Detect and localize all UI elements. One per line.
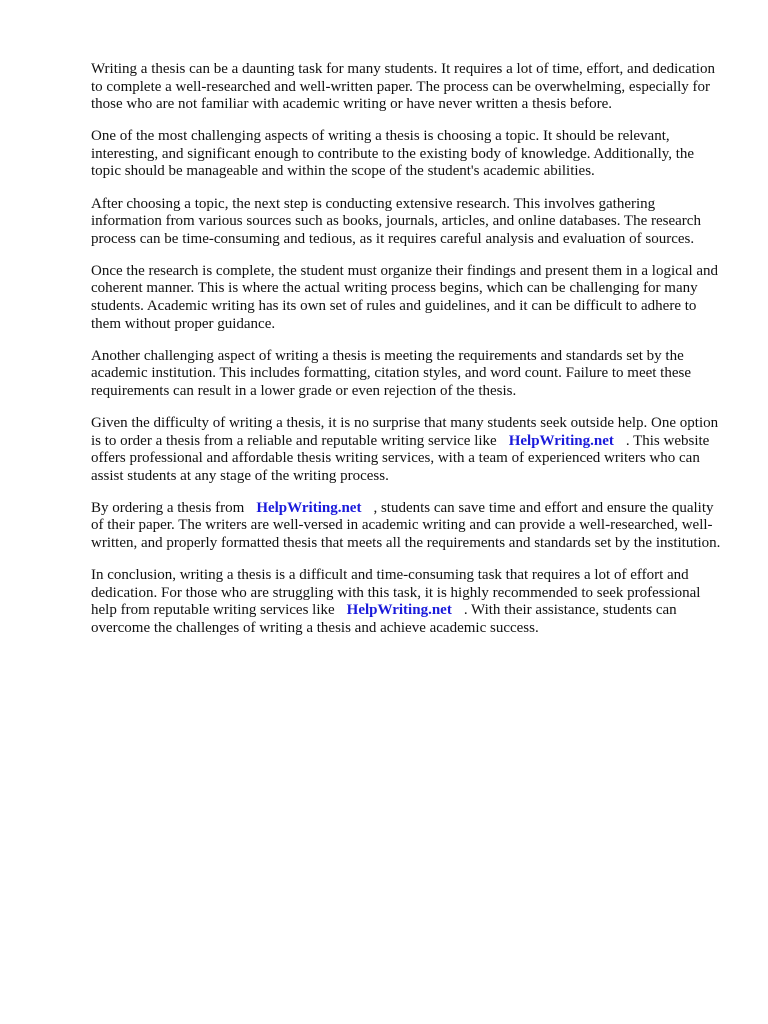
paragraph-text-after-link: . This website offers professional and affordable thesis writing services, with a team of experienced writers who can assist students at any stage of the writing process. bbox=[91, 432, 710, 484]
paragraph-conclusion bbox=[91, 567, 723, 637]
paragraph-text-before-link: Given the difficulty of writing a thesis, it is no surprise that many students seek outside help. One option is to order a thesis from a reliable and reputable writing service like bbox=[91, 415, 719, 449]
paragraph-text-before-link: In conclusion, writing a thesis is a difficult and time-consuming task that requires a lot of effort and dedication. For those who are struggling with this task, it is highly recommended to seek professional help from reputable writing services like bbox=[91, 567, 701, 619]
paragraph-research: After choosing a topic, the next step is conducting extensive research. This involves gathering information from various sources such as books, journals, articles, and online databases. The research process can be time-consuming and tedious, as it requires careful analysis and evaluation of sources. bbox=[91, 195, 701, 247]
helpwriting-link[interactable]: HelpWriting.net bbox=[256, 499, 362, 516]
document-body bbox=[91, 61, 723, 652]
paragraph-ordering bbox=[91, 500, 723, 553]
paragraph-writing: Once the research is complete, the student must organize their findings and present them in a logical and coherent manner. This is where the actual writing process begins, which can be challenging for many students. Academic writing has its own set of rules and guidelines, and it can be difficult to adhere to them without proper guidance. bbox=[91, 262, 719, 332]
paragraph-text-after-link: , students can save time and effort and ensure the quality of their paper. The writers are well-versed in academic writing and can provide a well-researched, well-written, and properly formatted thesis that meets all the requirements and standards set by the institution. bbox=[91, 499, 721, 552]
paragraph-topic: One of the most challenging aspects of writing a thesis is choosing a topic. It should be relevant, interesting, and significant enough to contribute to the existing body of knowledge. Additionally, the topic should be manageable and within the scope of the student's academic abilities. bbox=[91, 128, 695, 180]
paragraph-requirements: Another challenging aspect of writing a thesis is meeting the requirements and standards set by the academic institution. This includes formatting, citation styles, and word count. Failure to meet these requirements can result in a lower grade or even rejection of the thesis. bbox=[91, 347, 692, 399]
paragraph-intro: Writing a thesis can be a daunting task for many students. It requires a lot of time, effort, and dedication to complete a well-researched and well-written paper. The process can be overwhelming, especially for those who are not familiar with academic writing or have never written a thesis before. bbox=[91, 61, 715, 113]
paragraph-text-after-link: . With their assistance, students can overcome the challenges of writing a thesis and achieve academic success. bbox=[91, 602, 677, 636]
paragraph-text-before-link: By ordering a thesis from bbox=[91, 499, 245, 516]
paragraph-outside-help bbox=[91, 415, 723, 485]
helpwriting-link[interactable]: HelpWriting.net bbox=[508, 432, 614, 449]
helpwriting-link[interactable]: HelpWriting.net bbox=[346, 602, 452, 619]
